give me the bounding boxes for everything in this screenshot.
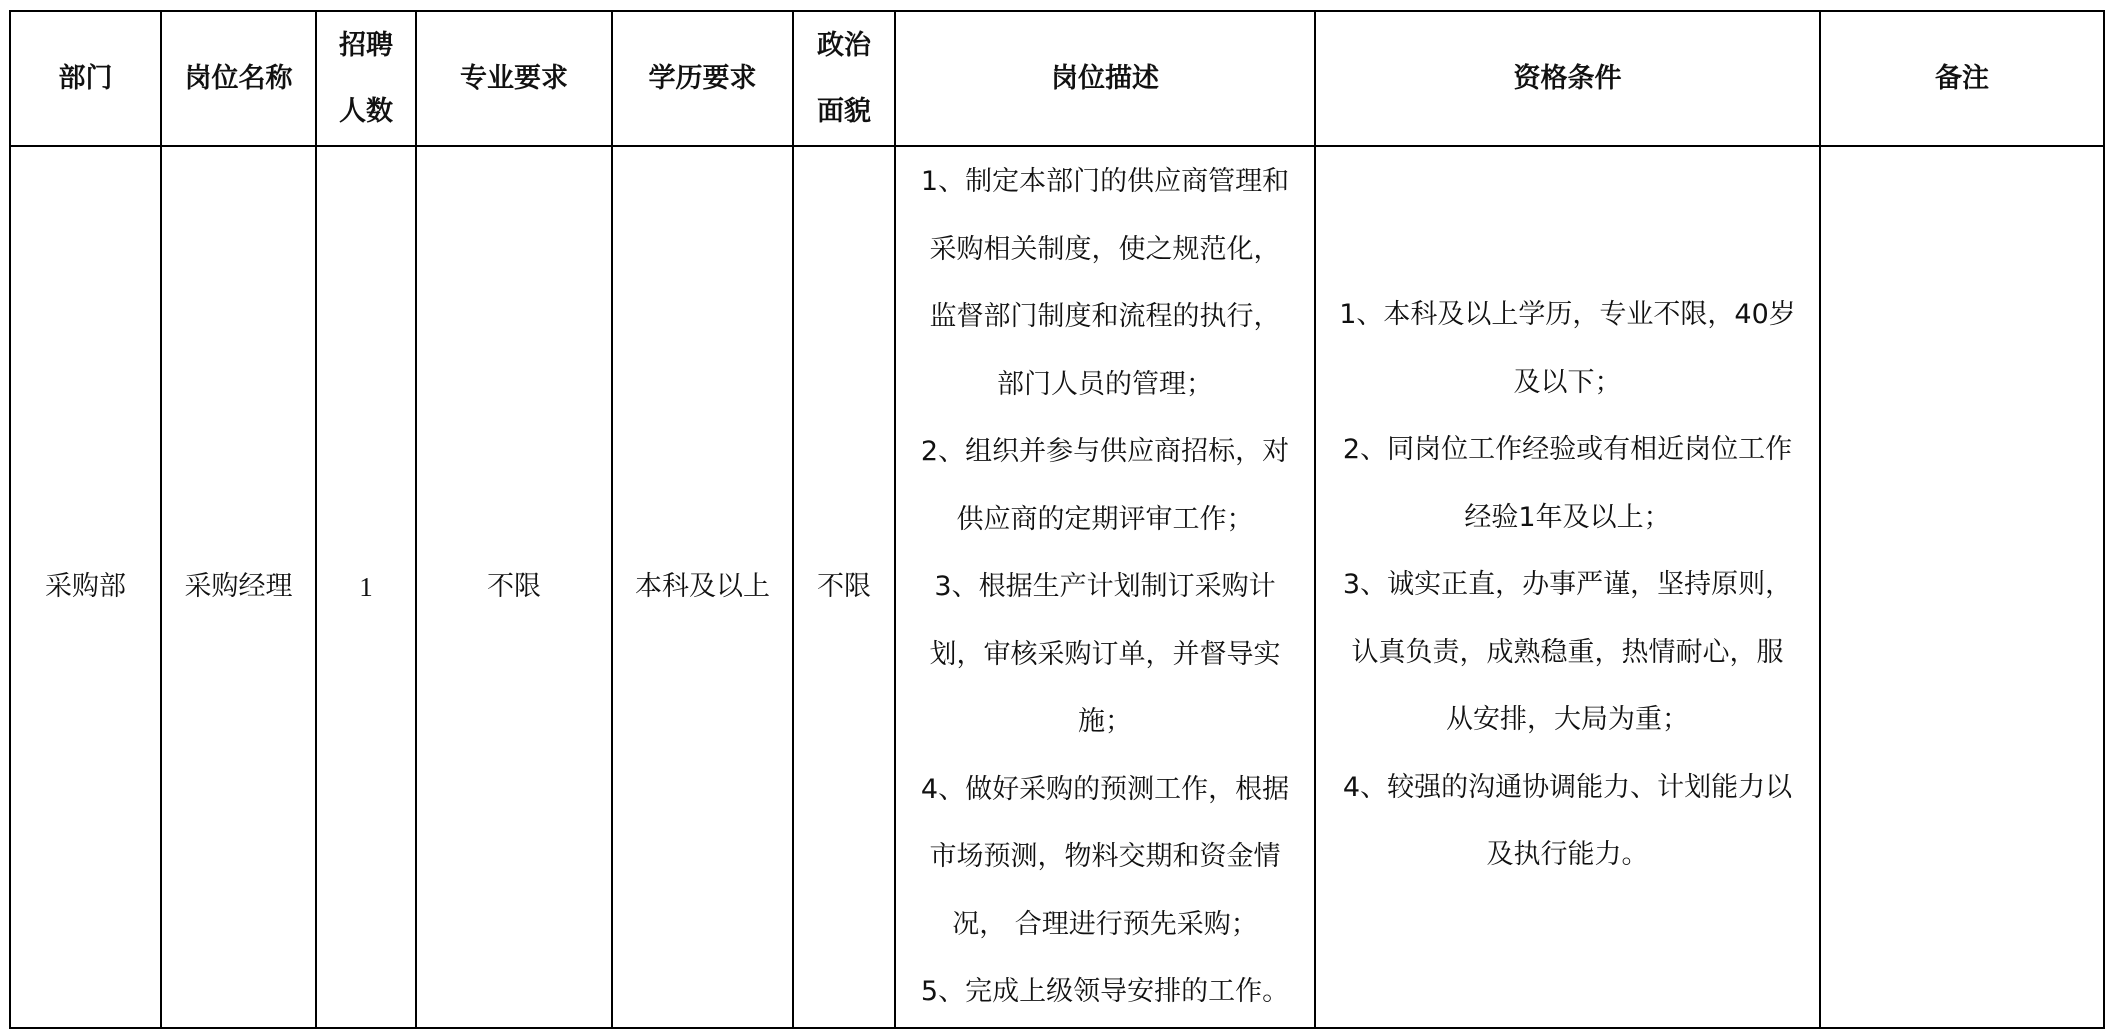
description-line: 5、完成上级领导安排的工作。 [920, 976, 1290, 1008]
cell-remarks [1820, 146, 2104, 1028]
header-politics-line1: 政治 [817, 29, 871, 61]
table-row [10, 146, 2104, 1028]
header-position: 岗位名称 [161, 11, 316, 146]
description-line: 采购相关制度，使之规范化， [929, 233, 1281, 265]
cell-description [895, 146, 1315, 1028]
qualification-line: 4、较强的沟通协调能力、计划能力以 [1342, 771, 1793, 803]
qualification-line: 及以下； [1513, 366, 1622, 398]
cell-dept: 采购部 [10, 146, 161, 1028]
description-line: 市场预测，物料交期和资金情 [929, 841, 1281, 873]
header-count-line2: 人数 [339, 95, 393, 127]
qualification-line: 3、诚实正直，办事严谨，坚持原则， [1342, 569, 1793, 601]
cell-politics: 不限 [793, 146, 895, 1028]
header-description: 岗位描述 [895, 11, 1315, 146]
header-count-line1: 招聘 [339, 29, 393, 61]
description-line: 况， 合理进行预先采购； [952, 908, 1258, 940]
qualification-line: 认真负责，成熟稳重，热情耐心，服 [1351, 636, 1784, 668]
cell-education: 本科及以上 [612, 146, 793, 1028]
cell-major: 不限 [416, 146, 612, 1028]
qualification-line: 从安排，大局为重； [1446, 704, 1689, 736]
header-dept: 部门 [10, 11, 161, 146]
qualification-lines [1316, 281, 1819, 889]
qualification-line: 1、本科及以上学历，专业不限，40岁 [1339, 299, 1796, 331]
header-count [316, 11, 416, 146]
description-line: 供应商的定期评审工作； [956, 503, 1254, 535]
description-line: 3、根据生产计划制订采购计 [934, 571, 1276, 603]
header-major: 专业要求 [416, 11, 612, 146]
qualification-line: 2、同岗位工作经验或有相近岗位工作 [1342, 434, 1793, 466]
description-line: 2、组织并参与供应商招标，对 [920, 436, 1290, 468]
description-line: 监督部门制度和流程的执行， [929, 301, 1281, 333]
description-line: 施； [1078, 706, 1132, 738]
description-lines [896, 148, 1314, 1026]
description-line: 4、做好采购的预测工作，根据 [920, 773, 1290, 805]
description-line: 1、制定本部门的供应商管理和 [920, 166, 1290, 198]
header-qualifications: 资格条件 [1315, 11, 1820, 146]
qualification-line: 经验1年及以上； [1464, 501, 1671, 533]
header-politics-line2: 面貌 [817, 95, 871, 127]
description-line: 划，审核采购订单，并督导实 [929, 638, 1281, 670]
recruitment-table [9, 10, 2105, 1029]
header-remarks: 备注 [1820, 11, 2104, 146]
cell-position: 采购经理 [161, 146, 316, 1028]
header-education: 学历要求 [612, 11, 793, 146]
qualification-line: 及执行能力。 [1486, 839, 1649, 871]
header-row [10, 11, 2104, 146]
cell-count: 1 [316, 146, 416, 1028]
cell-qualifications [1315, 146, 1820, 1028]
description-line: 部门人员的管理； [997, 368, 1213, 400]
header-politics [793, 11, 895, 146]
